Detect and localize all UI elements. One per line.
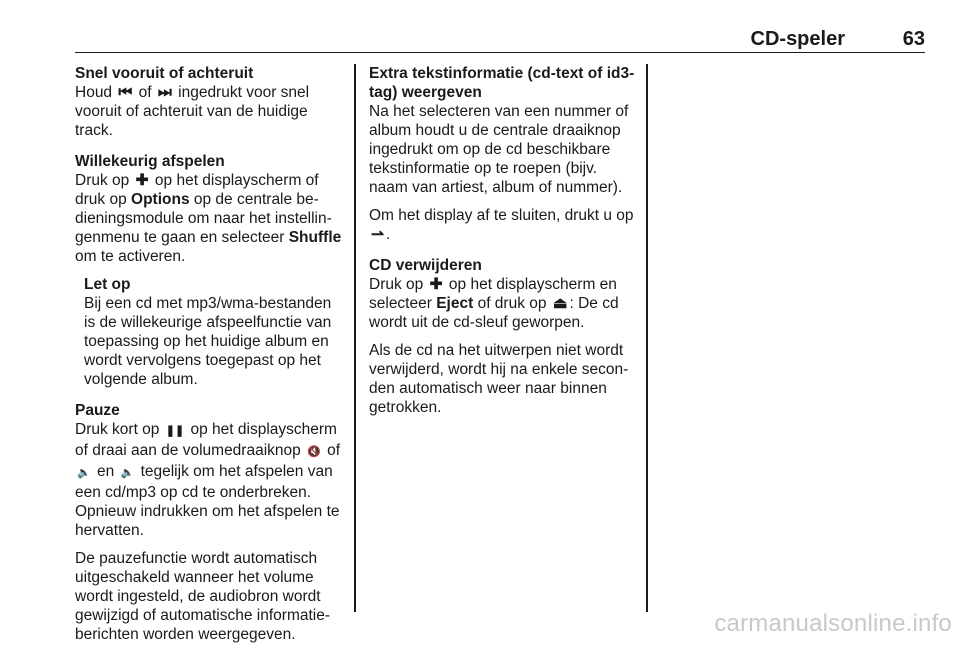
column-divider — [354, 64, 356, 612]
text: op de centrale be-dieningsmodule om naar het instellin-genmenu te gaan en selecteer — [75, 191, 332, 246]
text: Houd — [75, 84, 117, 101]
section-extra-text — [369, 64, 637, 244]
text: of druk op — [473, 295, 551, 312]
text: . — [386, 226, 391, 243]
paragraph — [75, 171, 343, 266]
section-heading: Pauze — [75, 402, 120, 419]
shuffle-label: Shuffle — [288, 229, 342, 246]
text: Druk op — [369, 276, 428, 293]
paragraph: De pauzefunctie wordt automatisch uitgeschakeld wanneer het volume wordt ingesteld, de audiobron wordt gewijzigd of automatische informatie-berichten worden weergegeven. — [75, 550, 331, 643]
eject-label: Eject — [436, 295, 474, 312]
pause-icon: ❚❚ — [165, 425, 185, 437]
section-heading: Snel vooruit of achteruit — [75, 65, 254, 82]
eject-icon: ⏏ — [552, 295, 568, 312]
text: op het displayscherm of druk op — [75, 172, 319, 208]
paragraph — [369, 275, 637, 332]
section-heading: CD verwijderen — [369, 257, 482, 274]
note-text: Bij een cd met mp3/wma-bestanden is de willekeurige afspeelfunctie van toepassing op het huidige album en wordt vervolgens toegepast op het volgende album. — [84, 295, 332, 388]
left-column — [75, 64, 343, 653]
section-remove-cd — [369, 256, 637, 417]
section-pause — [75, 401, 343, 644]
right-column — [369, 64, 637, 426]
text: : De cd wordt uit de cd-sleuf geworpen. — [369, 295, 619, 331]
text: tegelijk om het afspelen van een cd/mp3 op cd te onderbreken. Opnieuw indrukken om het afspelen te hervatten. — [75, 463, 340, 539]
options-label: Options — [131, 191, 190, 208]
text: op het displayscherm en selecteer — [369, 276, 617, 312]
text: Druk op — [75, 172, 134, 189]
volume-icon: 🔈 — [120, 467, 135, 479]
previous-track-icon: ⏮ — [118, 84, 133, 101]
mute-icon: 🔇 — [307, 446, 321, 458]
page-number: 63 — [902, 28, 925, 50]
section-shuffle — [75, 152, 343, 389]
text: op het displayscherm of draai aan de volumedraaiknop — [75, 421, 337, 459]
plus-icon: ✚ — [135, 172, 149, 189]
text: om te activeren. — [75, 248, 186, 265]
plus-icon: ✚ — [429, 276, 443, 293]
text: Druk kort op — [75, 421, 164, 438]
page-header — [75, 26, 925, 53]
note-heading: Let op — [84, 276, 131, 293]
text: ingedrukt voor snel vooruit of achteruit van de huidige track. — [75, 84, 310, 139]
column-divider — [646, 64, 648, 612]
note-box — [75, 275, 343, 389]
back-icon: ⇀ — [371, 226, 384, 243]
volume-icon: 🔈 — [77, 467, 91, 479]
page-title: CD-speler — [750, 28, 845, 50]
section-fast-forward — [75, 64, 343, 140]
section-heading: Extra tekstinformatie (cd-text of id3-tag) weergeven — [369, 65, 635, 101]
text: en — [92, 463, 119, 480]
section-heading: Willekeurig afspelen — [75, 153, 225, 170]
next-track-icon: ⏭ — [157, 84, 172, 101]
paragraph: Als de cd na het uitwerpen niet wordt verwijderd, wordt hij na enkele secon-den automatisch weer naar binnen getrokken. — [369, 342, 629, 416]
paragraph: Na het selecteren van een nummer of album houdt u de centrale draaiknop ingedrukt om op de cd beschikbare tekstinformatie op te roepen (bijv. naam van artiest, album of nummer). — [369, 103, 629, 196]
text: of — [322, 442, 341, 459]
text: Om het display af te sluiten, drukt u op — [369, 207, 634, 224]
paragraph — [369, 206, 637, 244]
watermark: carmanualsonline.info — [714, 610, 952, 637]
text: of — [134, 84, 156, 101]
paragraph — [75, 83, 343, 140]
paragraph — [75, 420, 343, 540]
